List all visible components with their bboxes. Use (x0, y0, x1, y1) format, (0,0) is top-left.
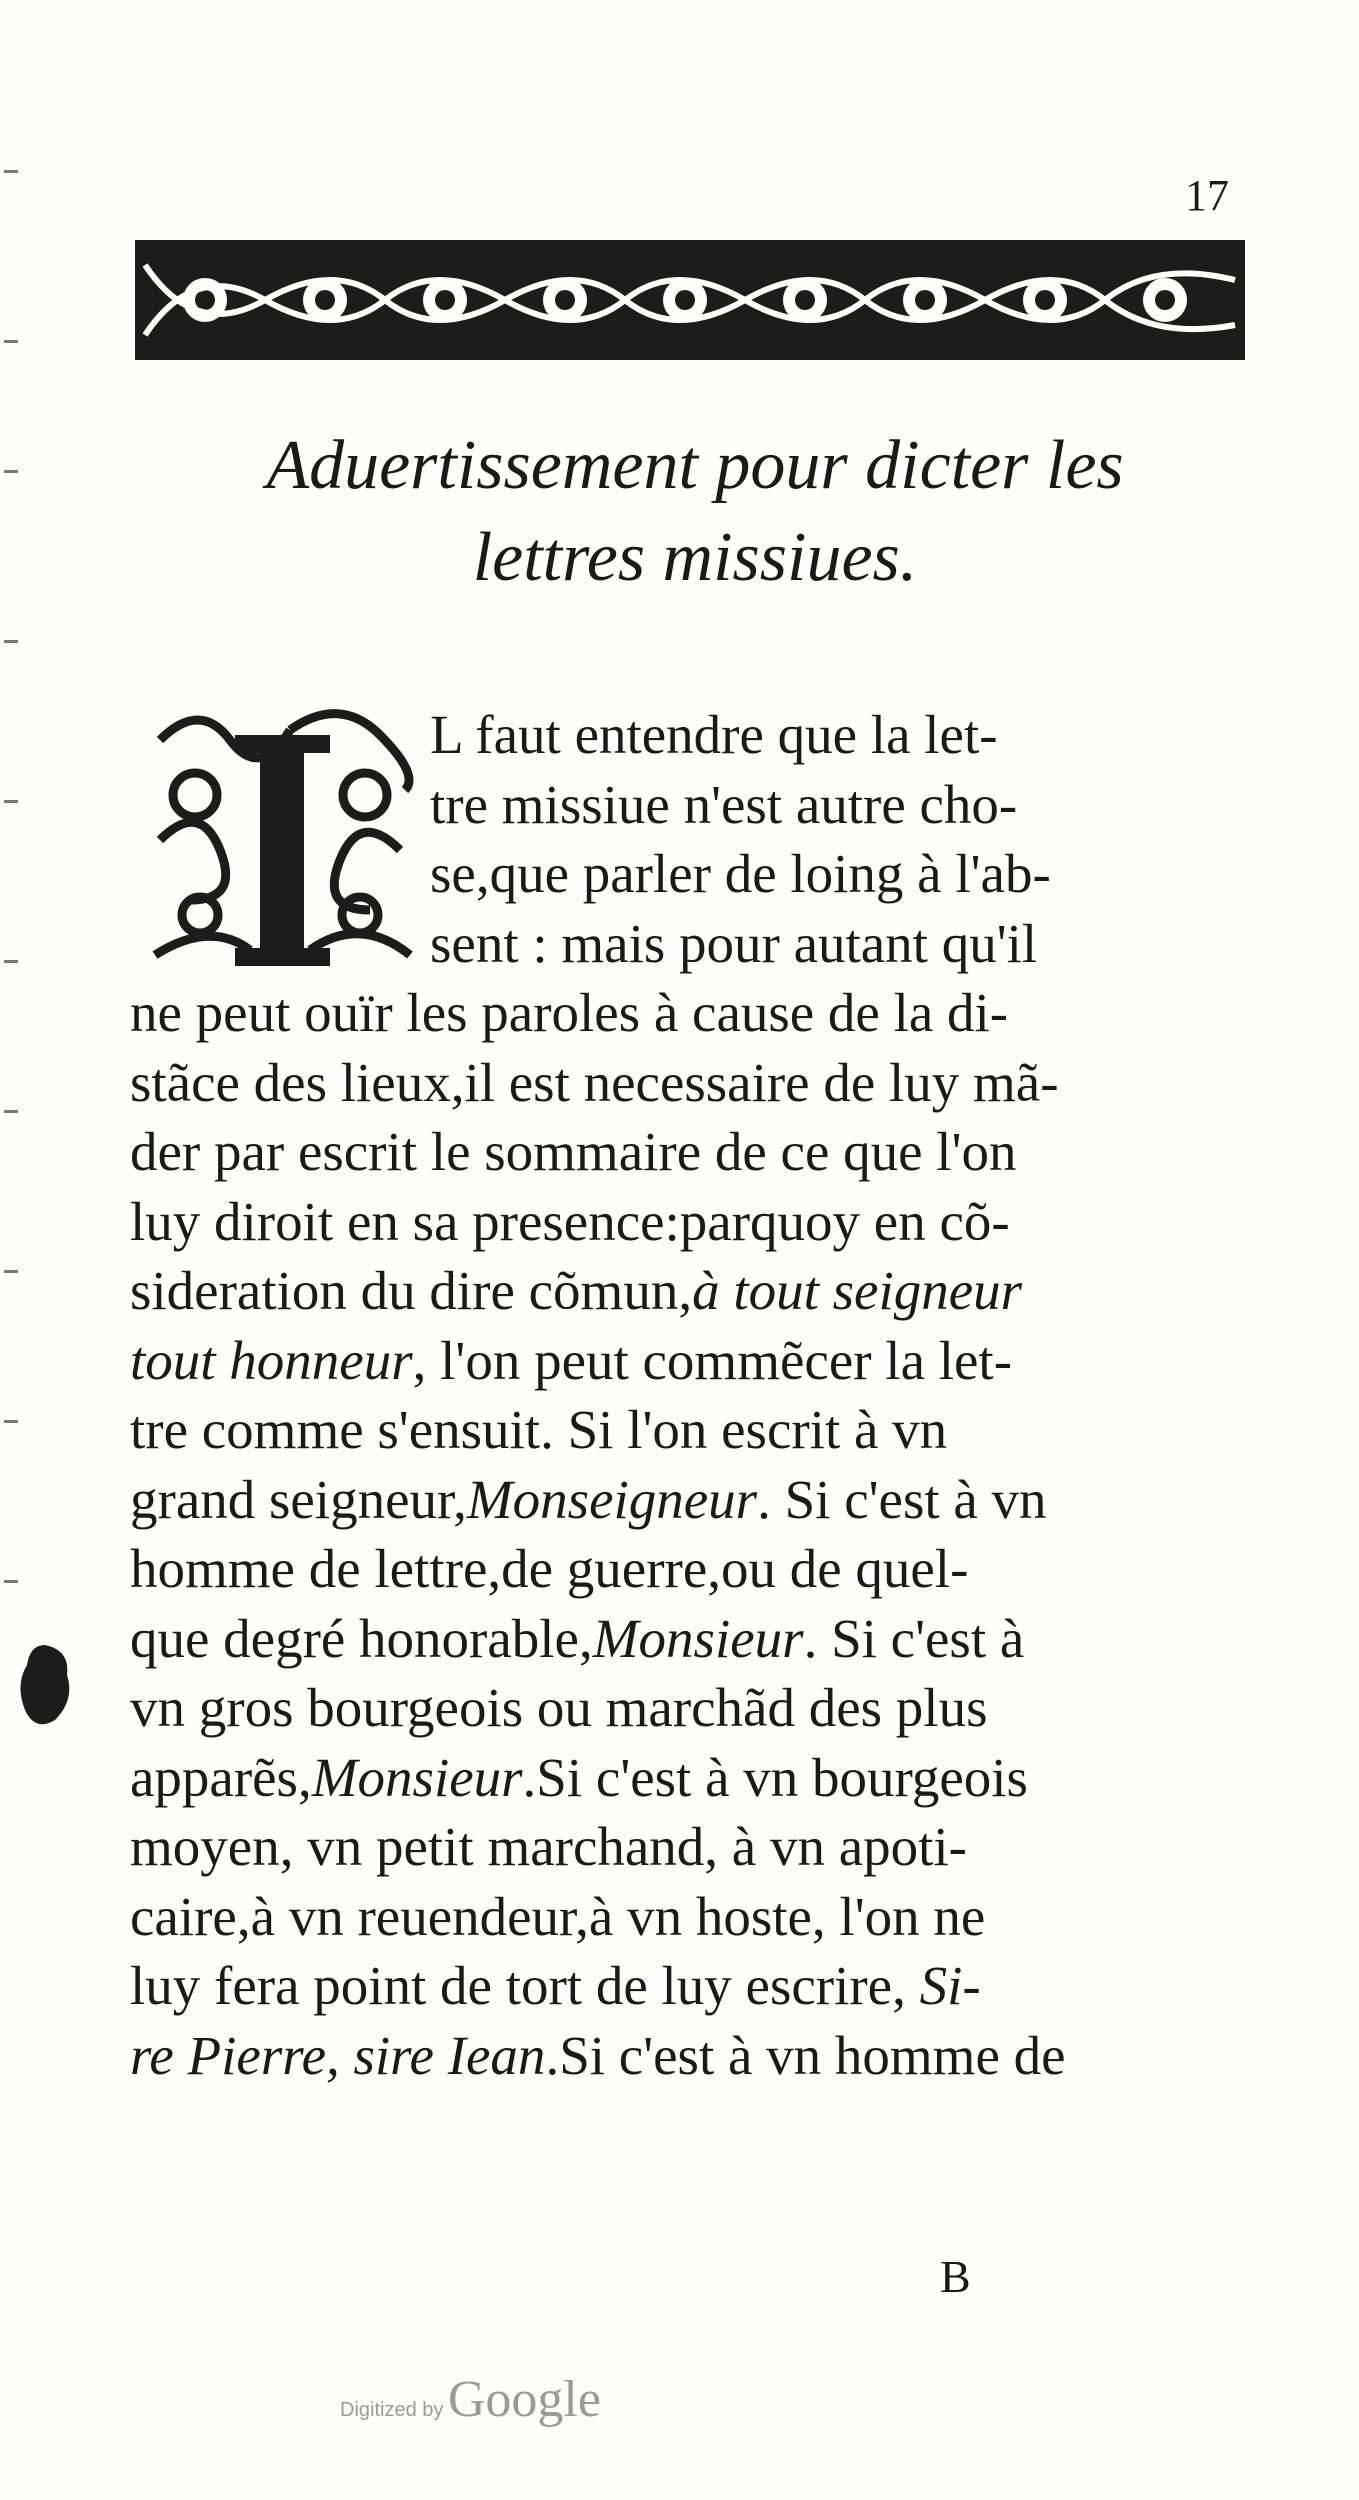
watermark-prefix: Digitized by (340, 2399, 444, 2421)
margin-mark (4, 340, 18, 343)
text-segment: grand seigneur, (130, 1468, 467, 1530)
italic-phrase: re Pierre, sire Iean (130, 2024, 546, 2086)
text-line (130, 1326, 1240, 1396)
text-line: homme de lettre,de guerre,ou de quel- (130, 1538, 969, 1599)
text-line: sent : mais pour autant qu'il (430, 912, 1038, 974)
margin-mark (4, 1110, 18, 1113)
text-segment: . Si c'est à vn (757, 1468, 1047, 1530)
italic-phrase: Monsieur (592, 1607, 804, 1669)
text-line: der par escrit le sommaire de ce que l'on (130, 1121, 1017, 1182)
italic-phrase: à tout seigneur (692, 1260, 1023, 1321)
text-segment: . Si c'est à (803, 1607, 1025, 1669)
text-segment: , l'on peut commẽcer la let- (412, 1329, 1013, 1391)
text-segment: .Si c'est à vn homme de (545, 2024, 1066, 2086)
text-line (130, 1465, 1240, 1535)
text-line: L faut entendre que la let- (430, 704, 998, 765)
text-line: tre comme s'ensuit. Si l'on escrit à vn (130, 1399, 948, 1460)
text-line (130, 1604, 1240, 1674)
ornamental-headpiece (135, 240, 1245, 360)
digitization-watermark (340, 2370, 601, 2429)
italic-phrase: Monseigneur (466, 1468, 758, 1530)
margin-mark (4, 960, 18, 963)
margin-mark (4, 800, 18, 803)
text-line (130, 1256, 1240, 1326)
margin-mark (4, 1270, 18, 1273)
margin-mark (4, 470, 18, 473)
margin-mark (4, 640, 18, 643)
title-line-1: Aduertissement pour dicter les (266, 427, 1124, 504)
text-line (130, 2021, 1240, 2091)
text-segment: sideration du dire cõmun, (130, 1260, 693, 1321)
margin-mark (4, 1420, 18, 1423)
text-line: stãce des lieux,il est necessaire de luy mã- (130, 1051, 1059, 1113)
text-line: tre missiue n'est autre cho- (430, 773, 1018, 835)
signature-mark: B (940, 2251, 971, 2302)
body-paragraph (130, 700, 1240, 2090)
text-line: vn gros bourgeois ou marchãd des plus (130, 1677, 988, 1738)
text-segment: .Si c'est à vn bourgeois (522, 1746, 1028, 1808)
italic-phrase: Si- (919, 1955, 981, 2016)
text-line: moyen, vn petit marchand, à vn apoti- (130, 1816, 967, 1877)
chapter-title (150, 420, 1240, 604)
text-segment: que degré honorable, (130, 1607, 593, 1669)
italic-phrase: tout honneur (130, 1329, 413, 1391)
page-number: 17 (1185, 171, 1229, 220)
title-line-2: lettres missiues. (472, 519, 918, 596)
watermark-brand: Google (447, 2371, 601, 2428)
italic-phrase: Monsieur (311, 1746, 523, 1808)
text-line: luy diroit en sa presence:parquoy en cõ- (130, 1190, 1010, 1252)
text-line (130, 1743, 1240, 1813)
margin-mark (4, 170, 18, 173)
text-line (130, 1951, 1240, 2021)
ink-blot (15, 1640, 75, 1730)
text-line: se,que parler de loing à l'ab- (430, 843, 1051, 904)
text-line: caire,à vn reuendeur,à vn hoste, l'on ne (130, 1885, 986, 1947)
text-segment: luy fera point de tort de luy escrire, (130, 1955, 906, 2016)
text-segment: apparẽs, (130, 1746, 312, 1808)
margin-mark (4, 1580, 18, 1583)
text-line: ne peut ouïr les paroles à cause de la di- (130, 982, 1009, 1043)
